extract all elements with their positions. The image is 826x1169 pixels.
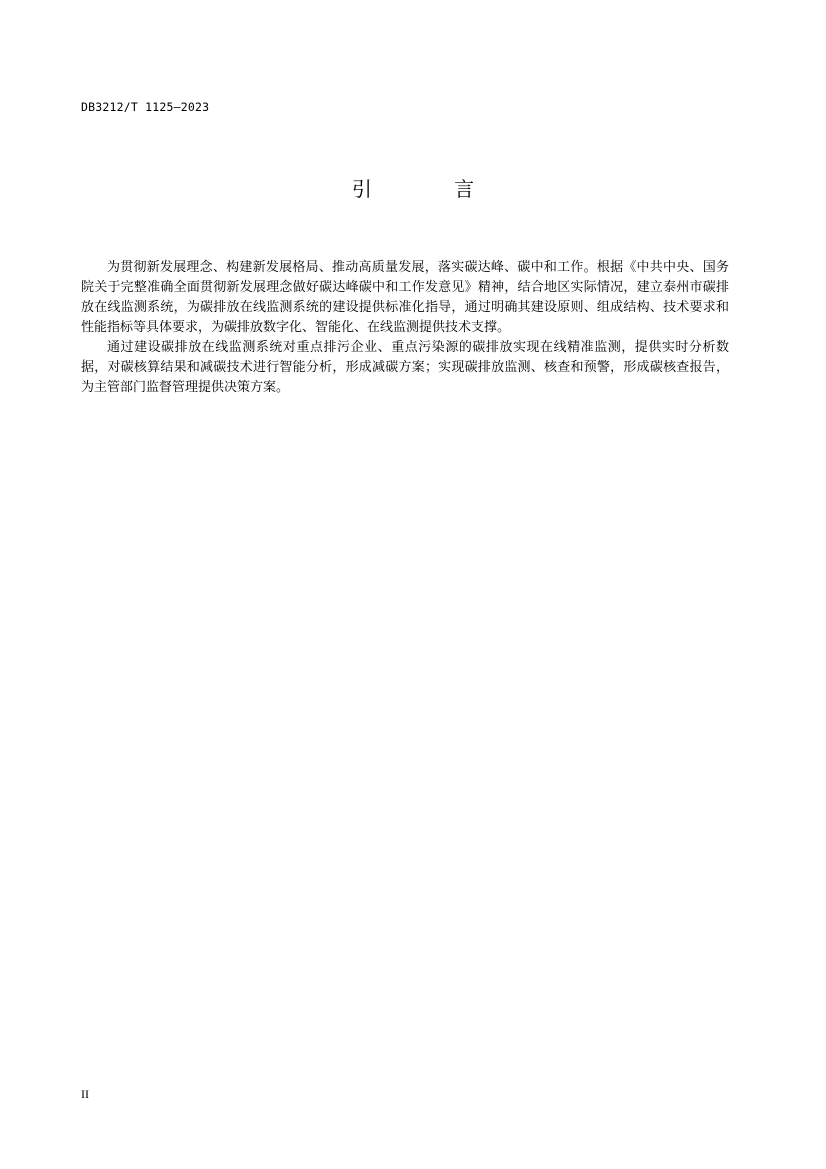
document-code: DB3212/T 1125—2023 (81, 100, 210, 114)
introduction-body (81, 258, 729, 398)
paragraph-1: 为贯彻新发展理念、构建新发展格局、推动高质量发展，落实碳达峰、碳中和工作。根据《中共中央、国务院关于完整准确全面贯彻新发展理念做好碳达峰碳中和工作发意见》精神，结合地区实际情况，建立泰州市碳排放在线监测系统，为碳排放在线监测系统的建设提供标准化指导，通过明确其建设原则、组成结构、技术要求和性能指标等具体要求，为碳排放数字化、智能化、在线监测提供技术支撑。 (81, 260, 729, 335)
section-title: 引 言 (351, 177, 513, 201)
page-number: II (81, 1087, 89, 1101)
paragraph-2: 通过建设碳排放在线监测系统对重点排污企业、重点污染源的碳排放实现在线精准监测，提供实时分析数据，对碳核算结果和减碳技术进行智能分析，形成减碳方案；实现碳排放监测、核查和预警，形成碳核查报告，为主管部门监督管理提供决策方案。 (81, 340, 729, 395)
